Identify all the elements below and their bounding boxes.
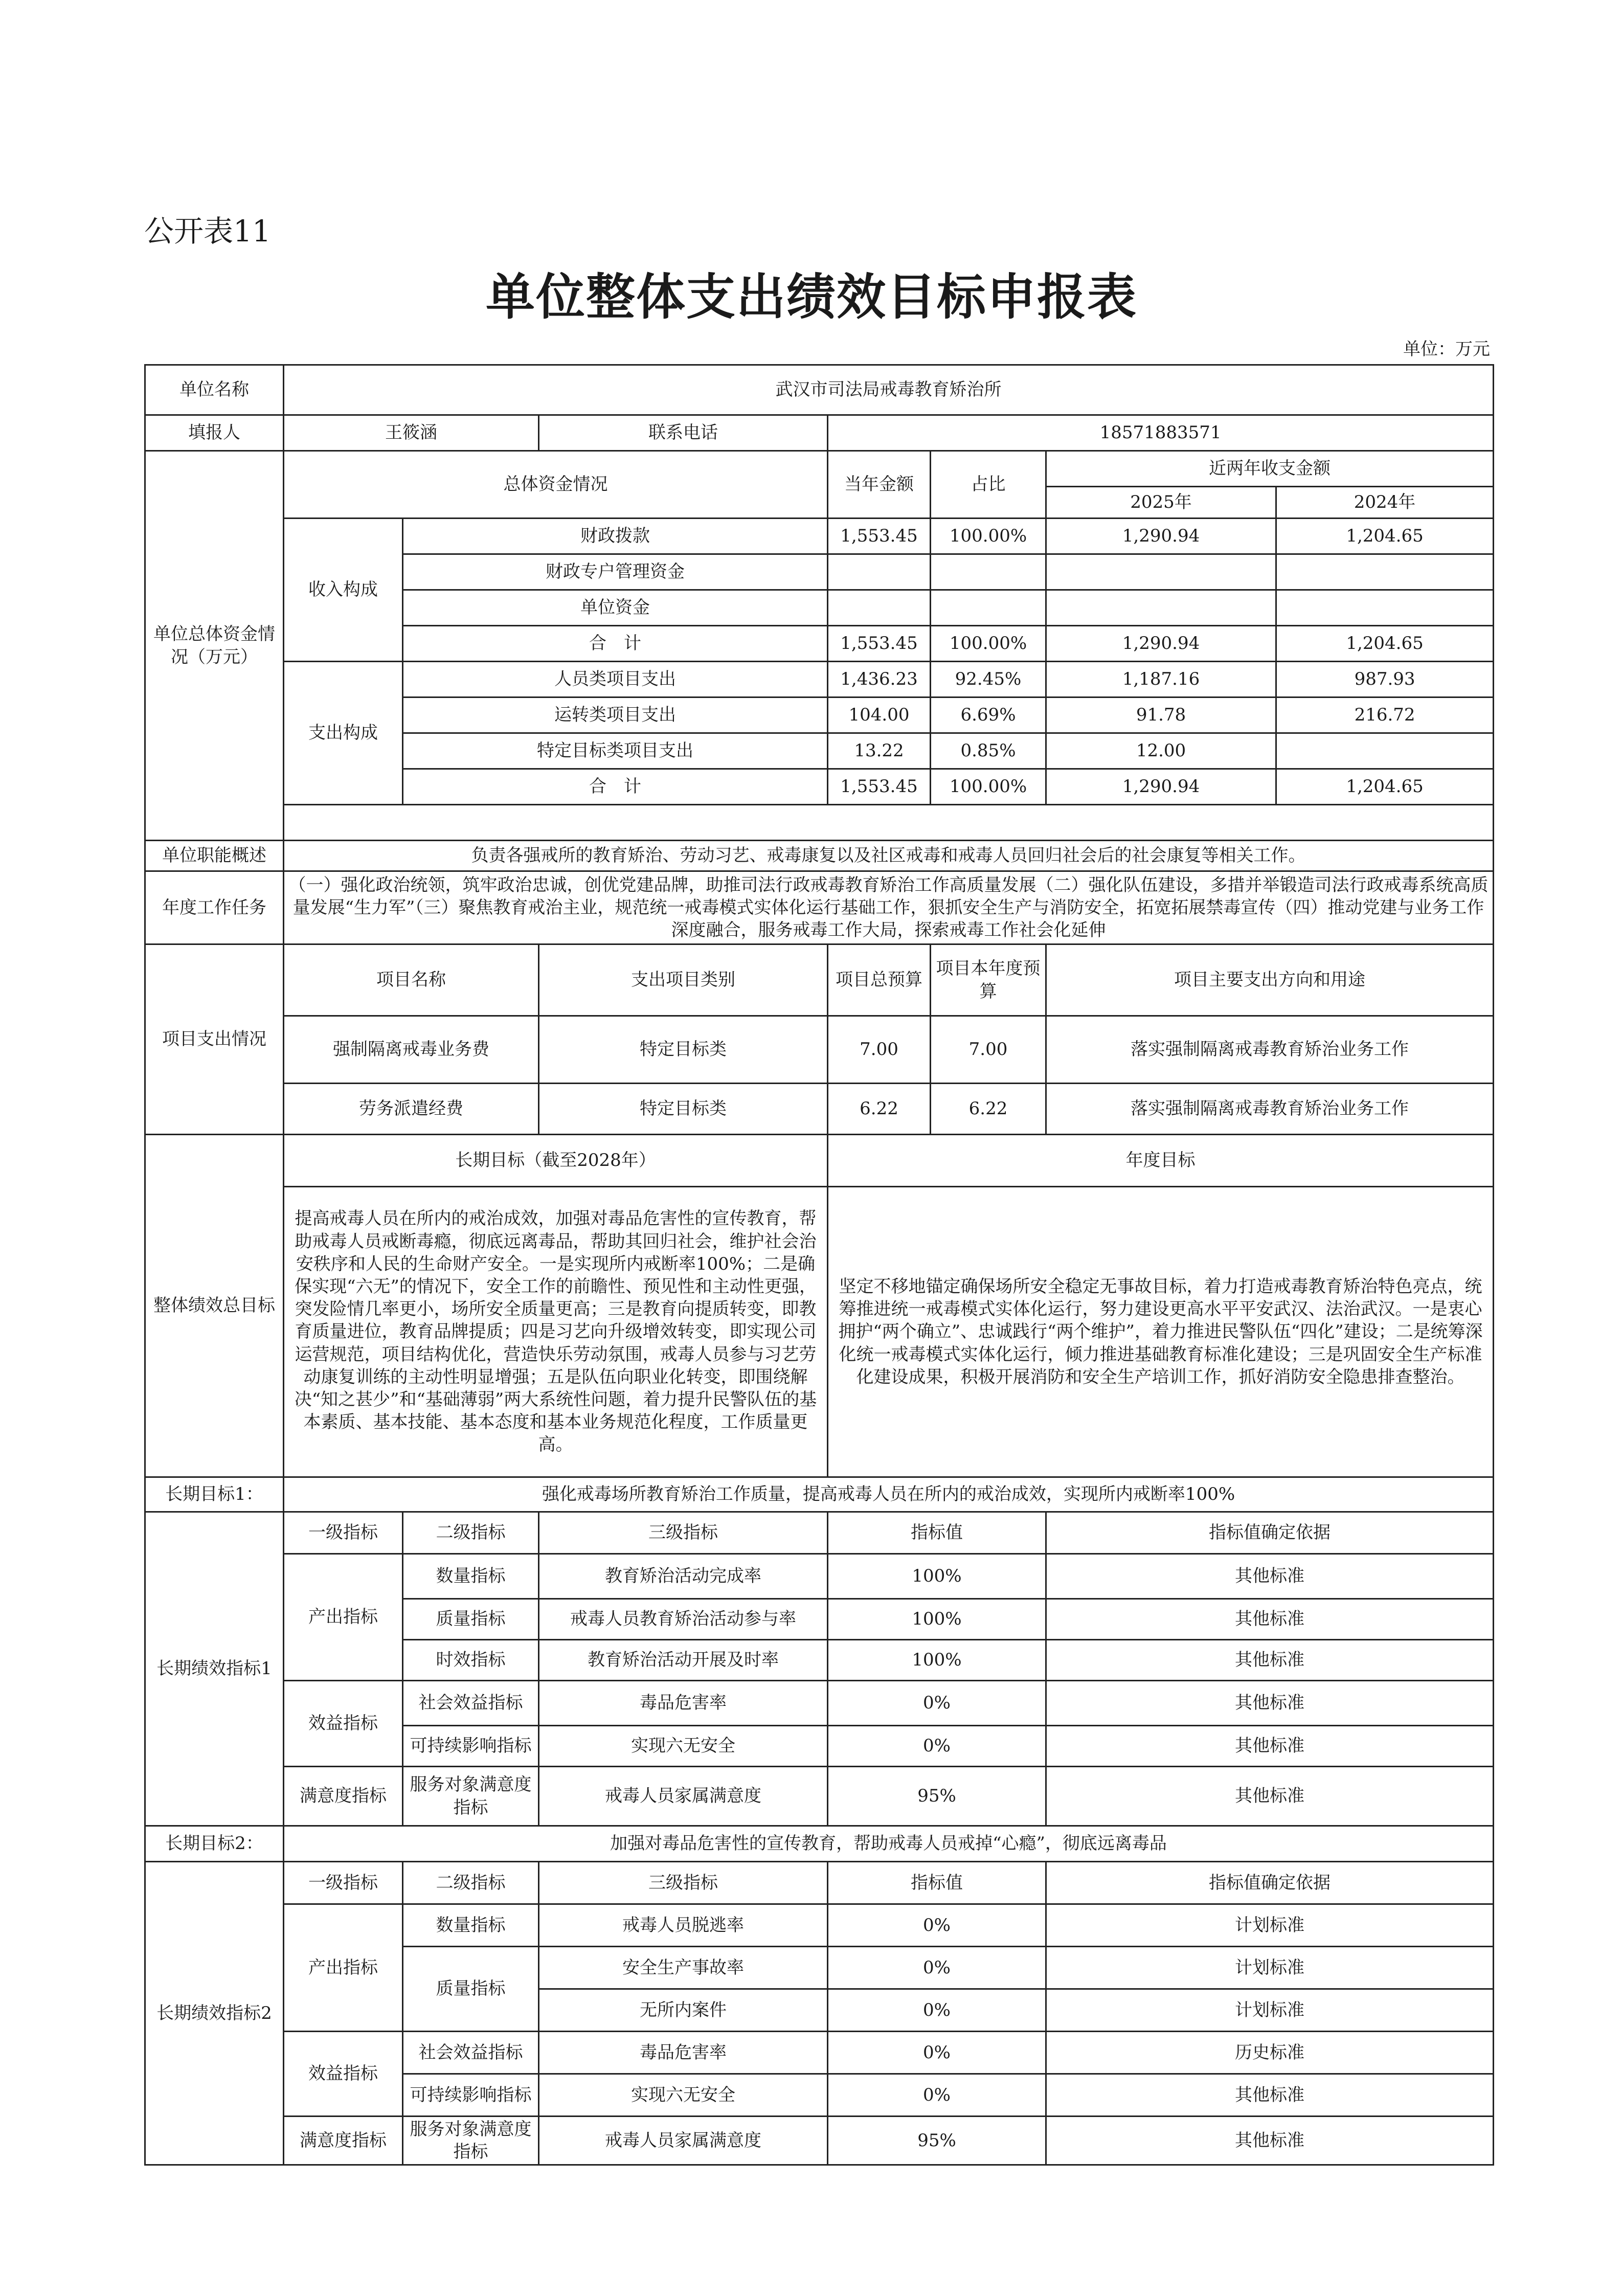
goal1-text: 强化戒毒场所教育矫治工作质量，提高戒毒人员在所内的戒治成效，实现所内戒断率100% bbox=[284, 1477, 1494, 1512]
indicator-basis: 其他标准 bbox=[1046, 1554, 1494, 1599]
expense-group-label: 支出构成 bbox=[284, 662, 403, 805]
year-2025-label: 2025年 bbox=[1046, 487, 1276, 519]
unit-name-row bbox=[145, 365, 1494, 415]
expense-year-2025: 12.00 bbox=[1046, 733, 1276, 769]
level1-header: 一级指标 bbox=[284, 1512, 403, 1554]
expense-ratio: 6.69% bbox=[931, 697, 1046, 733]
expense-total-label: 合 计 bbox=[403, 769, 828, 805]
level2-indicator: 社会效益指标 bbox=[403, 2032, 539, 2074]
basis-header: 指标值确定依据 bbox=[1046, 1512, 1494, 1554]
indicator-value: 100% bbox=[828, 1554, 1046, 1599]
value-header: 指标值 bbox=[828, 1862, 1046, 1904]
output-indicator-group: 产出指标 bbox=[284, 1904, 403, 2032]
goal1-label: 长期目标1： bbox=[145, 1477, 284, 1512]
project-total: 6.22 bbox=[828, 1084, 931, 1135]
level2-indicator: 社会效益指标 bbox=[403, 1681, 539, 1726]
expense-item-name: 人员类项目支出 bbox=[403, 662, 828, 697]
projects-label: 项目支出情况 bbox=[145, 944, 284, 1135]
indicator-value: 0% bbox=[828, 1989, 1046, 2032]
income-total-label: 合 计 bbox=[403, 626, 828, 662]
overall-goal-header-row bbox=[145, 1135, 1494, 1187]
indicator-value: 0% bbox=[828, 1681, 1046, 1726]
income-year-2024 bbox=[1276, 554, 1494, 590]
indicator-row bbox=[145, 1681, 1494, 1726]
indicator-value: 100% bbox=[828, 1640, 1046, 1681]
goal2-text: 加强对毒品危害性的宣传教育，帮助戒毒人员戒掉“心瘾”，彻底远离毒品 bbox=[284, 1826, 1494, 1862]
indicator-basis: 其他标准 bbox=[1046, 1640, 1494, 1681]
indicator-basis: 历史标准 bbox=[1046, 2032, 1494, 2074]
tasks-row bbox=[145, 871, 1494, 944]
level2-indicator: 时效指标 bbox=[403, 1640, 539, 1681]
overall-goal-content-row bbox=[145, 1187, 1494, 1477]
expense-amount: 104.00 bbox=[828, 697, 931, 733]
year-2024-label: 2024年 bbox=[1276, 487, 1494, 519]
performance-goal-table bbox=[144, 364, 1494, 2166]
unit-name-label: 单位名称 bbox=[145, 365, 284, 415]
recent-two-years-label: 近两年收支金额 bbox=[1046, 451, 1494, 487]
goal2-label: 长期目标2： bbox=[145, 1826, 284, 1862]
income-year-2024: 1,204.65 bbox=[1276, 626, 1494, 662]
indicator-value: 95% bbox=[828, 1767, 1046, 1826]
level2-indicator: 可持续影响指标 bbox=[403, 2074, 539, 2117]
level3-indicator: 安全生产事故率 bbox=[539, 1947, 828, 1989]
overall-goal-label: 整体绩效总目标 bbox=[145, 1135, 284, 1477]
level2-header: 二级指标 bbox=[403, 1512, 539, 1554]
expense-ratio: 92.45% bbox=[931, 662, 1046, 697]
annual-goal-header: 年度目标 bbox=[828, 1135, 1494, 1187]
income-item-name: 财政拨款 bbox=[403, 519, 828, 554]
level1-header: 一级指标 bbox=[284, 1862, 403, 1904]
level3-header: 三级指标 bbox=[539, 1862, 828, 1904]
expense-year-2024: 987.93 bbox=[1276, 662, 1494, 697]
basis-header: 指标值确定依据 bbox=[1046, 1862, 1494, 1904]
indicator-row bbox=[145, 2117, 1494, 2165]
indicator-value: 0% bbox=[828, 2074, 1046, 2117]
income-row bbox=[145, 519, 1494, 554]
project-use: 落实强制隔离戒毒教育矫治业务工作 bbox=[1046, 1016, 1494, 1084]
income-ratio bbox=[931, 554, 1046, 590]
expense-row bbox=[145, 662, 1494, 697]
expense-item-name: 运转类项目支出 bbox=[403, 697, 828, 733]
annual-goal-text: 坚定不移地锚定确保场所安全稳定无事故目标，着力打造戒毒教育矫治特色亮点，统筹推进统一戒毒模式实体化运行，努力建设更高水平平安武汉、法治武汉。一是衷心拥护“两个确立”、忠诚践行“两个维护”，着力推进民警队伍“四化”建设；二是统筹深化统一戒毒模式实体化运行，倾力推进基础教育标准化建设；三是巩固安全生产标准化建设成果，积极开展消防和安全生产培训工作，抓好消防安全隐患排查整治。 bbox=[828, 1187, 1494, 1477]
income-year-2024 bbox=[1276, 590, 1494, 626]
long-term-goal-header: 长期目标（截至2028年） bbox=[284, 1135, 828, 1187]
expense-year-2025: 1,290.94 bbox=[1046, 769, 1276, 805]
long-term-goal-text: 提高戒毒人员在所内的戒治成效，加强对毒品危害性的宣传教育，帮助戒毒人员戒断毒瘾，彻底远离毒品，帮助其回归社会，维护社会治安秩序和人民的生命财产安全。一是实现所内戒断率100%；二是确保实现“六无”的情况下，安全工作的前瞻性、预见性和主动性更强，突发险情几率更小，场所安全质量更高；三是教育向提质转变，即教育质量进位，教育品牌提质；四是习艺向升级增效转变，即实现公司运营规范，项目结构优化，营造快乐劳动氛围，戒毒人员参与习艺劳动康复训练的主动性明显增强；五是队伍向职业化转变，即围绕解决“知之甚少”和“基础薄弱”两大系统性问题，着力提升民警队伍的基本素质、基本技能、基本态度和基本业务规范化程度，工作质量更高。 bbox=[284, 1187, 828, 1477]
level3-indicator: 实现六无安全 bbox=[539, 2074, 828, 2117]
indicator-row bbox=[145, 2032, 1494, 2074]
expense-ratio: 100.00% bbox=[931, 769, 1046, 805]
project-row bbox=[145, 1016, 1494, 1084]
expense-ratio: 0.85% bbox=[931, 733, 1046, 769]
income-ratio: 100.00% bbox=[931, 519, 1046, 554]
filler-label: 填报人 bbox=[145, 415, 284, 451]
level3-indicator: 戒毒人员教育矫治活动参与率 bbox=[539, 1599, 828, 1640]
level3-header: 三级指标 bbox=[539, 1512, 828, 1554]
expense-year-2024: 216.72 bbox=[1276, 697, 1494, 733]
indicator-value: 95% bbox=[828, 2117, 1046, 2165]
current-amount-label: 当年金额 bbox=[828, 451, 931, 519]
tasks-label: 年度工作任务 bbox=[145, 871, 284, 944]
project-total-header: 项目总预算 bbox=[828, 944, 931, 1016]
income-group-label: 收入构成 bbox=[284, 519, 403, 662]
project-total: 7.00 bbox=[828, 1016, 931, 1084]
level3-indicator: 教育矫治活动开展及时率 bbox=[539, 1640, 828, 1681]
indicator1-section-label: 长期绩效指标1 bbox=[145, 1512, 284, 1826]
indicator-basis: 计划标准 bbox=[1046, 1947, 1494, 1989]
ratio-label: 占比 bbox=[931, 451, 1046, 519]
income-ratio: 100.00% bbox=[931, 626, 1046, 662]
level3-indicator: 毒品危害率 bbox=[539, 1681, 828, 1726]
project-year: 7.00 bbox=[931, 1016, 1046, 1084]
income-year-2024: 1,204.65 bbox=[1276, 519, 1494, 554]
goal1-row bbox=[145, 1477, 1494, 1512]
indicator-basis: 其他标准 bbox=[1046, 1599, 1494, 1640]
indicator-basis: 其他标准 bbox=[1046, 1726, 1494, 1767]
value-header: 指标值 bbox=[828, 1512, 1046, 1554]
tasks-text: （一）强化政治统领，筑牢政治忠诚，创优党建品牌，助推司法行政戒毒教育矫治工作高质量发展（二）强化队伍建设，多措并举锻造司法行政戒毒系统高质量发展“生力军”（三）聚焦教育戒治主业，规范统一戒毒模式实体化运行基础工作，狠抓安全生产与消防安全，拓宽拓展禁毒宣传（四）推动党建与业务工作深度融合，服务戒毒工作大局，探索戒毒工作社会化延伸 bbox=[284, 871, 1494, 944]
filler-row bbox=[145, 415, 1494, 451]
project-name: 强制隔离戒毒业务费 bbox=[284, 1016, 539, 1084]
unit-note: 单位：万元 bbox=[1403, 339, 1490, 359]
project-year-header: 项目本年度预算 bbox=[931, 944, 1046, 1016]
level3-indicator: 教育矫治活动完成率 bbox=[539, 1554, 828, 1599]
income-year-2025 bbox=[1046, 554, 1276, 590]
level3-indicator: 实现六无安全 bbox=[539, 1726, 828, 1767]
goal2-row bbox=[145, 1826, 1494, 1862]
expense-year-2024: 1,204.65 bbox=[1276, 769, 1494, 805]
indicator-basis: 其他标准 bbox=[1046, 1681, 1494, 1726]
project-type: 特定目标类 bbox=[539, 1016, 828, 1084]
level3-indicator: 毒品危害率 bbox=[539, 2032, 828, 2074]
income-year-2025: 1,290.94 bbox=[1046, 626, 1276, 662]
expense-year-2024 bbox=[1276, 733, 1494, 769]
indicator-basis: 计划标准 bbox=[1046, 1904, 1494, 1947]
project-use-header: 项目主要支出方向和用途 bbox=[1046, 944, 1494, 1016]
benefit-indicator-group: 效益指标 bbox=[284, 1681, 403, 1767]
overall-funds-label: 总体资金情况 bbox=[284, 451, 828, 519]
income-year-2025 bbox=[1046, 590, 1276, 626]
income-year-2025: 1,290.94 bbox=[1046, 519, 1276, 554]
level3-indicator: 戒毒人员家属满意度 bbox=[539, 2117, 828, 2165]
funds-header-row-1 bbox=[145, 451, 1494, 487]
form-code: 公开表11 bbox=[144, 214, 271, 249]
indicator1-header-row bbox=[145, 1512, 1494, 1554]
expense-amount: 1,436.23 bbox=[828, 662, 931, 697]
indicator-basis: 计划标准 bbox=[1046, 1989, 1494, 2032]
income-item-name: 单位资金 bbox=[403, 590, 828, 626]
satisfaction-indicator-group: 满意度指标 bbox=[284, 2117, 403, 2165]
projects-header-row bbox=[145, 944, 1494, 1016]
funds-section-label: 单位总体资金情况（万元） bbox=[145, 451, 284, 841]
expense-item-name: 特定目标类项目支出 bbox=[403, 733, 828, 769]
document-title: 单位整体支出绩效目标申报表 bbox=[486, 268, 1137, 326]
indicator-value: 100% bbox=[828, 1599, 1046, 1640]
level2-header: 二级指标 bbox=[403, 1862, 539, 1904]
indicator-value: 0% bbox=[828, 2032, 1046, 2074]
filler-value: 王筱涵 bbox=[284, 415, 539, 451]
indicator-basis: 其他标准 bbox=[1046, 1767, 1494, 1826]
duty-text: 负责各强戒所的教育矫治、劳动习艺、戒毒康复以及社区戒毒和戒毒人员回归社会后的社会康复等相关工作。 bbox=[284, 841, 1494, 871]
income-amount bbox=[828, 590, 931, 626]
level2-indicator: 质量指标 bbox=[403, 1599, 539, 1640]
income-amount bbox=[828, 554, 931, 590]
project-year: 6.22 bbox=[931, 1084, 1046, 1135]
output-indicator-group: 产出指标 bbox=[284, 1554, 403, 1681]
level3-indicator: 戒毒人员家属满意度 bbox=[539, 1767, 828, 1826]
income-amount: 1,553.45 bbox=[828, 626, 931, 662]
expense-year-2025: 1,187.16 bbox=[1046, 662, 1276, 697]
project-use: 落实强制隔离戒毒教育矫治业务工作 bbox=[1046, 1084, 1494, 1135]
indicator-basis: 其他标准 bbox=[1046, 2074, 1494, 2117]
satisfaction-indicator-group: 满意度指标 bbox=[284, 1767, 403, 1826]
duty-label: 单位职能概述 bbox=[145, 841, 284, 871]
level2-indicator: 数量指标 bbox=[403, 1904, 539, 1947]
project-row bbox=[145, 1084, 1494, 1135]
indicator-basis: 其他标准 bbox=[1046, 2117, 1494, 2165]
project-name-header: 项目名称 bbox=[284, 944, 539, 1016]
indicator-value: 0% bbox=[828, 1947, 1046, 1989]
income-item-name: 财政专户管理资金 bbox=[403, 554, 828, 590]
indicator-value: 0% bbox=[828, 1904, 1046, 1947]
project-type: 特定目标类 bbox=[539, 1084, 828, 1135]
unit-name-value: 武汉市司法局戒毒教育矫治所 bbox=[284, 365, 1494, 415]
level2-indicator: 服务对象满意度指标 bbox=[403, 1767, 539, 1826]
funds-spacer-cell bbox=[284, 805, 1494, 841]
expense-amount: 1,553.45 bbox=[828, 769, 931, 805]
indicator2-section-label: 长期绩效指标2 bbox=[145, 1862, 284, 2165]
indicator-value: 0% bbox=[828, 1726, 1046, 1767]
project-name: 劳务派遣经费 bbox=[284, 1084, 539, 1135]
level2-indicator: 数量指标 bbox=[403, 1554, 539, 1599]
income-ratio bbox=[931, 590, 1046, 626]
phone-label: 联系电话 bbox=[539, 415, 828, 451]
level3-indicator: 无所内案件 bbox=[539, 1989, 828, 2032]
funds-spacer-row bbox=[145, 805, 1494, 841]
benefit-indicator-group: 效益指标 bbox=[284, 2032, 403, 2117]
indicator-row bbox=[145, 1767, 1494, 1826]
indicator-row bbox=[145, 1904, 1494, 1947]
indicator2-header-row bbox=[145, 1862, 1494, 1904]
duty-row bbox=[145, 841, 1494, 871]
indicator-row bbox=[145, 1554, 1494, 1599]
phone-value: 18571883571 bbox=[828, 415, 1494, 451]
level2-indicator: 可持续影响指标 bbox=[403, 1726, 539, 1767]
project-type-header: 支出项目类别 bbox=[539, 944, 828, 1016]
expense-amount: 13.22 bbox=[828, 733, 931, 769]
expense-year-2025: 91.78 bbox=[1046, 697, 1276, 733]
level2-indicator: 服务对象满意度指标 bbox=[403, 2117, 539, 2165]
income-amount: 1,553.45 bbox=[828, 519, 931, 554]
level3-indicator: 戒毒人员脱逃率 bbox=[539, 1904, 828, 1947]
level2-indicator: 质量指标 bbox=[403, 1947, 539, 2032]
